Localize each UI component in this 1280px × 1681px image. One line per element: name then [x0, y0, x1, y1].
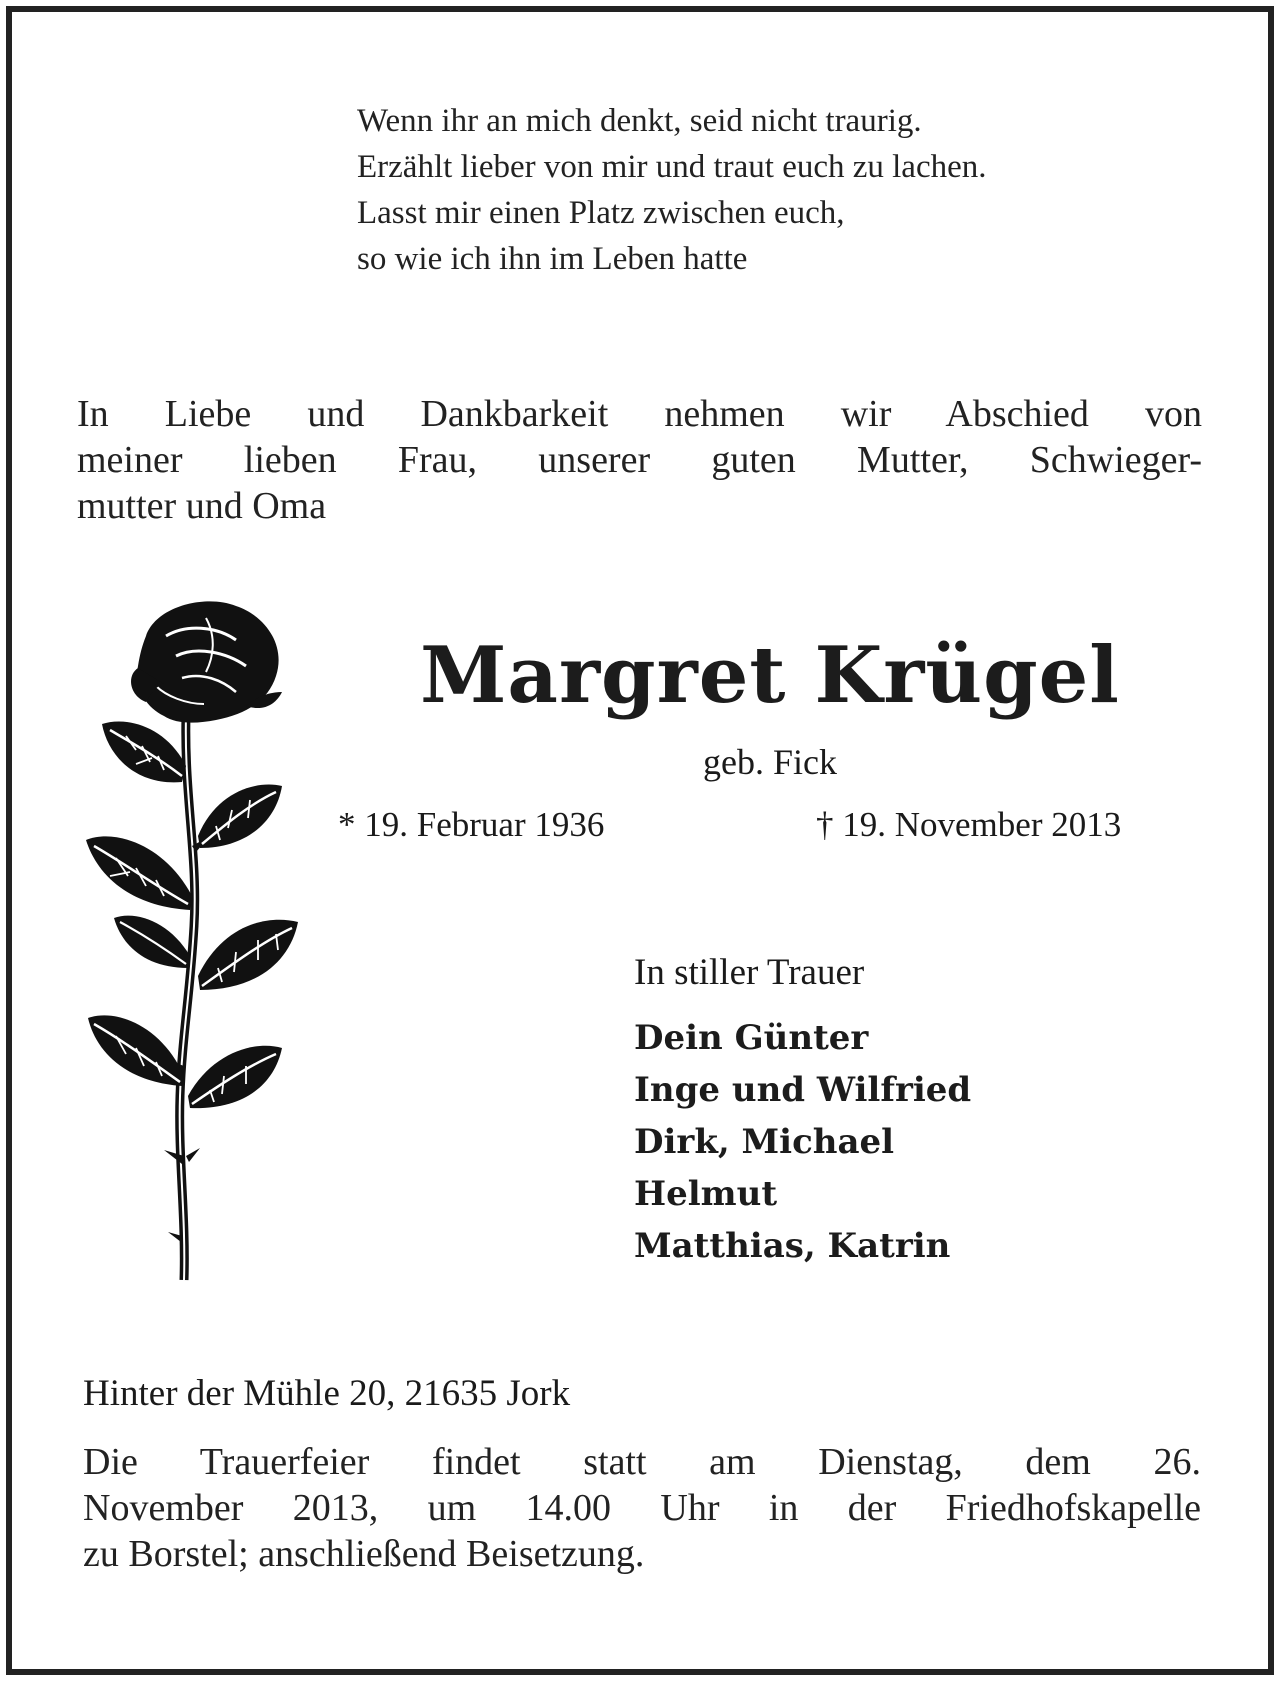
funeral-notice — [83, 1439, 1201, 1577]
poem-line: so wie ich ihn im Leben hatte — [357, 241, 748, 277]
mourners-heading: In stiller Trauer — [634, 952, 865, 993]
intro-text — [77, 391, 1202, 529]
intro-line: In Liebe und Dankbarkeit nehmen wir Abschied von — [77, 393, 1202, 435]
mourner-name: Matthias, Katrin — [634, 1226, 951, 1266]
mourners-list — [634, 1012, 971, 1272]
deceased-name: Margret Krügel — [420, 630, 1120, 721]
intro-line: meiner lieben Frau, unserer guten Mutter, Schwieger- — [77, 439, 1202, 481]
mourner-name: Helmut — [634, 1174, 778, 1214]
funeral-line: zu Borstel; anschließend Beisetzung. — [83, 1533, 645, 1575]
rose-icon — [86, 596, 298, 1286]
mourner-name: Dein Günter — [634, 1018, 869, 1058]
funeral-line: November 2013, um 14.00 Uhr in der Friedhofskapelle — [83, 1487, 1201, 1529]
death-date: † 19. November 2013 — [816, 805, 1122, 844]
mourner-name: Inge und Wilfried — [634, 1070, 972, 1110]
address: Hinter der Mühle 20, 21635 Jork — [83, 1373, 571, 1414]
mourner-name: Dirk, Michael — [634, 1122, 895, 1162]
birth-date: * 19. Februar 1936 — [338, 805, 605, 844]
funeral-line: Die Trauerfeier findet statt am Dienstag, dem 26. — [83, 1441, 1201, 1483]
poem-line: Erzählt lieber von mir und traut euch zu lachen. — [357, 149, 987, 185]
poem-line: Wenn ihr an mich denkt, seid nicht traurig. — [357, 103, 922, 139]
poem-line: Lasst mir einen Platz zwischen euch, — [357, 195, 845, 231]
poem — [357, 98, 1217, 282]
intro-line: mutter und Oma — [77, 485, 327, 527]
birth-name: geb. Fick — [703, 742, 837, 782]
